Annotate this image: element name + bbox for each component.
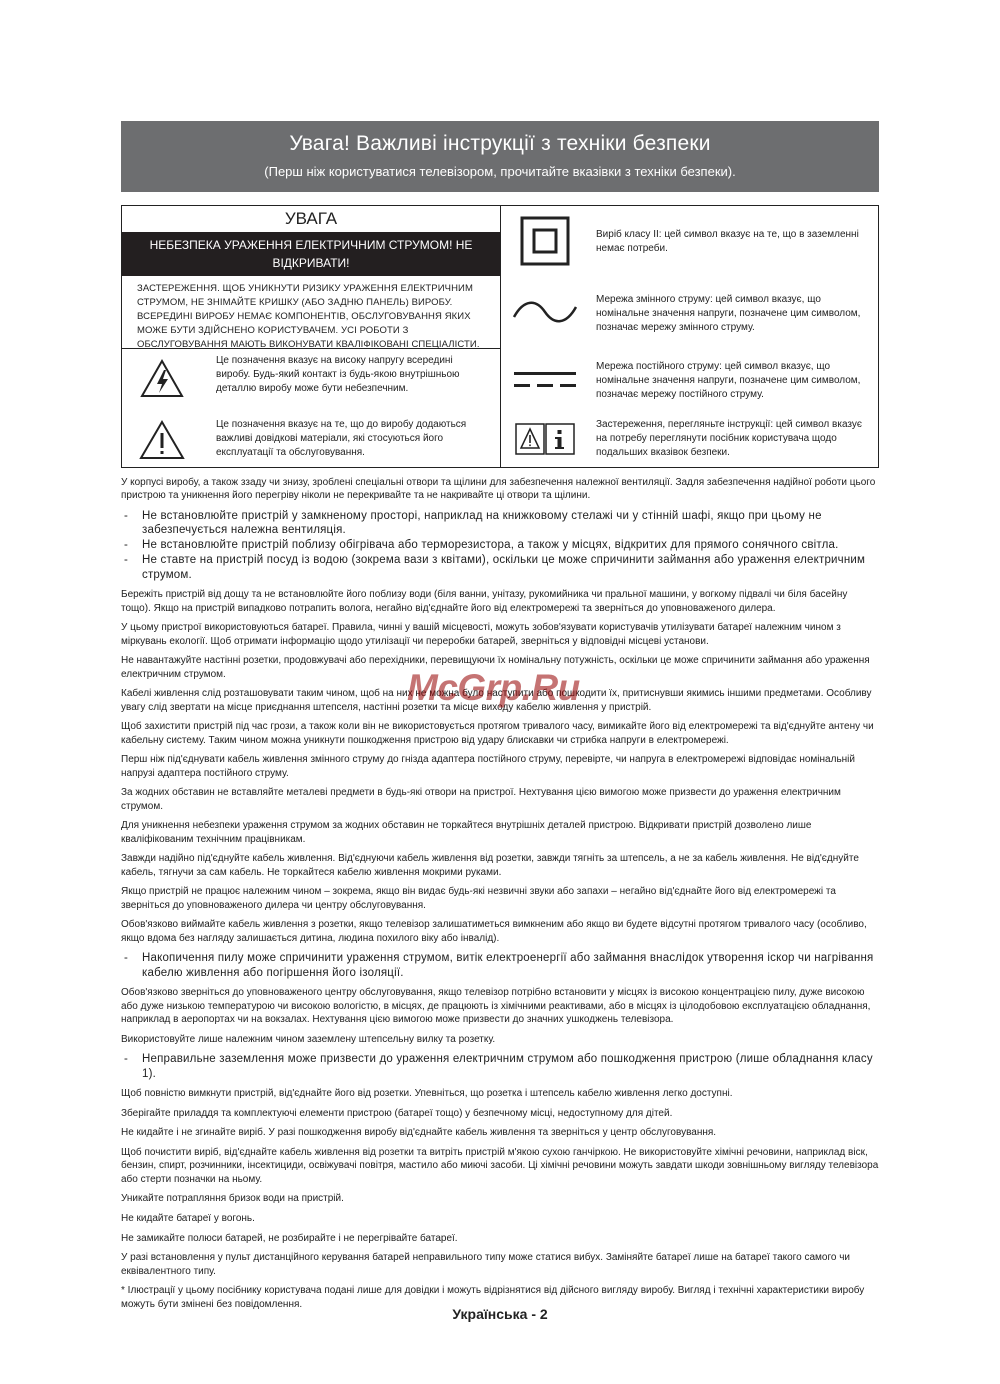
page-subtitle: (Перш ніж користуватися телевізором, прочитайте вказівки з техніки безпеки). [264, 164, 736, 179]
danger-label: НЕБЕЗПЕКА УРАЖЕННЯ ЕЛЕКТРИЧНИМ СТРУМОМ! НЕ ВІДКРИВАТИ! [122, 232, 500, 276]
manual-book-icon [510, 418, 580, 463]
paragraph: Щоб повністю вимкнути пристрій, від'єднайте його від розетки. Упевніться, що розетка і штепсель кабелю живлення легко доступні. [121, 1088, 733, 1100]
header-banner [121, 121, 879, 192]
paragraph: Щоб почистити виріб, від'єднайте кабель живлення від розетки та витріть пристрій м'якою сухою ганчіркою. Не використовуйте хімічні речовини, наприклад віск, бензин, спирт, розчинники, інсектициди, освіжувачі повітря, мастило або миючі засоби. Ці хімічні речовини можуть завдати шкоди зовнішньому вигляду телевізора або стерти позначки на ньому. [121, 1147, 879, 1185]
page-number: Українська - 2 [452, 1306, 548, 1322]
paragraph: Щоб захистити пристрій під час грози, а також коли він не використовується протягом тривалого часу, вимикайте його від електромережі та від'єднуйте антену чи кабельну систему. Таким чином можна уникнути пошкодження пристрою від удару блискавки чи стрибка напруги в електромережі. [121, 721, 874, 746]
paragraph: Кабелі живлення слід розташовувати таким чином, щоб на них не можна було наступити або пошкодити їх, притиснувши якимись іншими предметами. Особливу увагу слід звертати на місце приєднання штепселя, настінні розетки та місце виходу кабелю живлення у пристрій. [121, 688, 872, 713]
paragraph: Обов'язково зверніться до уповноваженого центру обслуговування, якщо телевізор потрібно встановити у місцях із високою концентрацією пилу, дуже високою або дуже низькою температурою чи високою вологістю, в місцях, де працюють із хімічними реактивами, або в місцях із цілодобовою експлуатацією обладнання, наприклад в аеропортах чи на вокзалах. Нехтування цією вимогою може призвести до значних ушкоджень телевізора. [121, 987, 871, 1026]
paragraph: Не замикайте полюси батарей, не розбирайте і не перегрівайте батареї. [121, 1232, 458, 1244]
caution-text: ЗАСТЕРЕЖЕННЯ. ЩОБ УНИКНУТИ РИЗИКУ УРАЖЕННЯ ЕЛЕКТРИЧНИМ СТРУМОМ, НЕ ЗНІМАЙТЕ КРИШКУ (АБО ЗАДНЮ ПАНЕЛЬ) ВИРОБУ. ВСЕРЕДИНІ ВИРОБУ НЕМАЄ КОМПОНЕНТІВ, ОБСЛУГОВУВАННЯ ЯКИХ МОЖЕ БУТИ ЗДІЙСНЕНО КОРИСТУВАЧЕМ. УСІ РОБОТИ З ОБСЛУГОВУВАННЯ МАЮТЬ ВИКОНУВАТИ КВАЛІФІКОВАНІ СПЕЦІАЛІСТИ. [122, 276, 500, 349]
warning-box [121, 205, 879, 468]
safety-instructions [121, 476, 879, 1317]
paragraph: За жодних обставин не вставляйте металеві предмети в будь-які отвори на пристрої. Нехтування цією вимогою може призвести до ураження електричним струмом. [121, 787, 841, 812]
dc-lines-icon [510, 366, 580, 401]
paragraph: Використовуйте лише належним чином заземлену штепсельну вилку та розетку. [121, 1033, 496, 1045]
page-title: Увага! Важливі інструкції з техніки безпеки [289, 132, 711, 155]
paragraph: Перш ніж під'єднувати кабель живлення змінного струму до гнізда адаптера постійного струму, перевірте, чи напруга в електромережі відповідає номінальній напрузі адаптера постійного струму. [121, 754, 855, 779]
paragraph: Для уникнення небезпеки ураження струмом за жодних обставин не торкайтеся внутрішніх деталей пристрою. Відкривати пристрій дозволено лише кваліфікованим технічним працівникам. [121, 820, 812, 845]
lightning-triangle-icon [122, 358, 202, 403]
exclamation-triangle-icon [122, 418, 202, 467]
warning-right-column [502, 206, 878, 467]
sine-wave-icon [510, 297, 580, 332]
paragraph: Не кидайте і не згинайте виріб. У разі пошкодження виробу від'єднайте кабель живлення та зверніться у центр обслуговування. [121, 1127, 717, 1139]
class2-text: Виріб класу II: цей символ вказує на те, що в заземленні немає потреби. [596, 229, 859, 254]
paragraph: У цьому пристрої використовуються батареї. Правила, чинні у вашій місцевості, можуть зобов'язувати користувачів утилізувати батареї належним чином з міркувань екології. Щоб отримати інформацію щодо утилізації чи переробки батарей, зверніться у відповідні місцеві установи. [121, 622, 841, 647]
paragraph: Зберігайте приладдя та комплектуючі елементи пристрою (батареї тощо) у безпечному місці, недоступному для дітей. [121, 1107, 673, 1119]
list-item: - Не ставте на пристрій посуд із водою (зокрема вази з квітами), оскільки це може спричинити займання або ураження електричним струмом. [121, 553, 879, 582]
list-item: - Неправильне заземлення може призвести до ураження електричним струмом або пошкодження пристрою (лише обладнання класу 1). [121, 1052, 879, 1081]
list-item: - Не встановлюйте пристрій поблизу обігрівача або терморезистора, а також у місцях, відкритих для прямого сонячного світла. [121, 538, 879, 552]
bullet-list [121, 951, 879, 980]
double-square-icon [510, 216, 580, 271]
dc-text: Мережа постійного струму: цей символ вказує, що номінальне значення напруги, позначене цим символом, позначає мережу постійного струму. [596, 361, 861, 400]
high-voltage-text: Це позначення вказує на високу напругу всередині виробу. Будь-який контакт із будь-якою внутрішньою деталлю виробу може бути небезпечним. [216, 355, 460, 394]
footnote: * Ілюстрації у цьому посібнику користувача подані лише для довідки і можуть відрізнятися від дійсного вигляду виробу. Вигляд і технічні характеристики виробу можуть бути змінені без повідомлення. [121, 1285, 865, 1310]
paragraph: Якщо пристрій не працює належним чином – зокрема, якщо він видає будь-які незвичні звуки або запахи – негайно від'єднайте його від електромережі та зверніться до уповноваженого дилера чи центру обслуговування. [121, 886, 836, 911]
paragraph: Обов'язково виймайте кабель живлення з розетки, якщо телевізор залишатиметься вимкненим або якщо ви будете відсутні протягом тривалого часу (особливо, якщо вдома без нагляду залишається дитина, людина похилого віку або інвалід). [121, 919, 867, 944]
paragraph: Уникайте потрапляння бризок води на пристрій. [121, 1193, 344, 1205]
list-item: - Не встановлюйте пристрій у замкненому просторі, наприклад на книжковому стелажі чи у стінній шафі, якщо при цьому не забезпечується належна вентиляція. [121, 509, 879, 538]
bullet-list [121, 1052, 879, 1081]
warning-left-column [122, 206, 501, 467]
paragraph: У разі встановлення у пульт дистанційного керування батарей неправильного типу може статися вибух. Заміняйте батареї лише на батареї такого самого чи еквівалентного типу. [121, 1252, 851, 1277]
manual-text: Застереження, перегляньте інструкції: цей символ вказує на потребу переглянути посібник користувача щодо подальших вказівок безпеки. [596, 419, 862, 458]
paragraph: Завжди надійно під'єднуйте кабель живлення. Від'єднуючи кабель живлення від розетки, завжди тягніть за штепсель, а не за кабель живлення. Не від'єднуйте кабель, тягнучи за сам кабель. Не торкайтеся кабелю живлення мокрими руками. [121, 853, 859, 878]
ac-text: Мережа змінного струму: цей символ вказує, що номінальне значення напруги, позначене цим символом, позначає мережу змінного струму. [596, 294, 861, 333]
list-item: - Накопичення пилу може спричинити ураження струмом, витік електроенергії або займання внаслідок утворення іскор чи нагрівання кабелю живлення або погіршення його ізоляції. [121, 951, 879, 980]
paragraph: У корпусі виробу, а також ззаду чи знизу, зроблені спеціальні отвори та щілини для забезпечення належної вентиляції. Задля забезпечення надійної роботи цього пристрою та уникнення його перегріву ніколи не перекривайте та не накривайте ці отвори та щілини. [121, 477, 876, 502]
bullet-list [121, 509, 879, 582]
important-docs-text: Це позначення вказує на те, що до виробу додаються важливі довідкові матеріали, які стосуються його експлуатації та обслуговування. [216, 419, 467, 458]
watermark: McGrp.Ru [407, 667, 580, 708]
caution-label: УВАГА [284, 209, 338, 228]
paragraph: Бережіть пристрій від дощу та не встановлюйте його поблизу води (біля ванни, унітазу, рукомийника чи пральної машини, у вогкому підвалі чи біля басейну тощо). Якщо на пристрій випадково потрапить волога, негайно від'єднайте його від електромережі та зверніться до уповноваженого дилера. [121, 589, 848, 614]
paragraph: Не кидайте батареї у вогонь. [121, 1213, 255, 1224]
paragraph: Не навантажуйте настінні розетки, продовжувачі або перехідники, перевищуючи їх номінальну потужність, оскільки це може спричинити займання або ураження електричним струмом. [121, 655, 870, 680]
